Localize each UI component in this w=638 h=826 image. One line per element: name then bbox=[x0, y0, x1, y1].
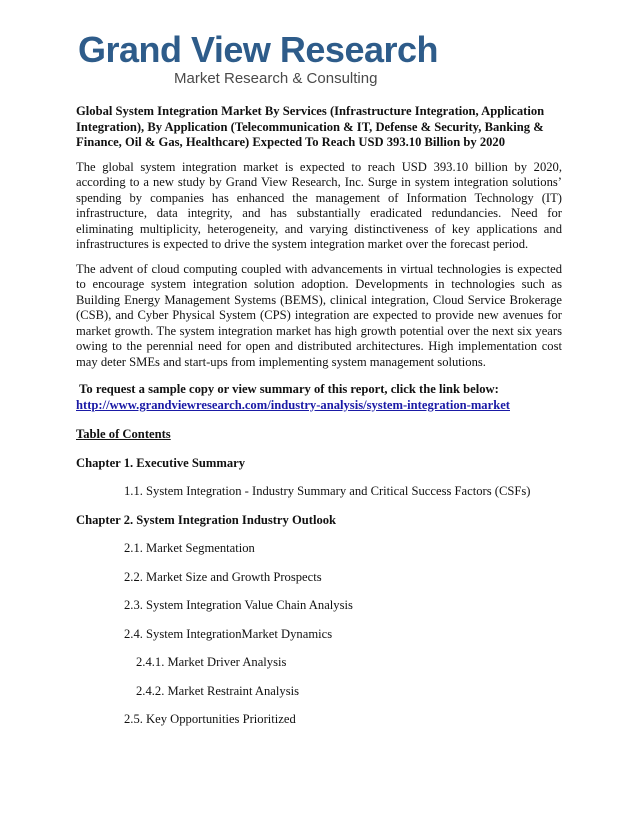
paragraph-market-overview: The global system integration market is expected to reach USD 393.10 billion by 2020, according to a new study by Grand View Research, Inc. Surge in system integration solutions’ spending by companies has enhanced the management of Information Technology (IT) infrastructure, data integrity, and has substantially eradicated redundancies. Need for eliminating multiplicity, heterogeneity, and varying distinctiveness of key applications and infrastructures is expected to drive the system integration market over the forecast period. bbox=[76, 159, 562, 251]
toc-item-2-4-2: 2.4.2. Market Restraint Analysis bbox=[136, 683, 299, 698]
toc-chapter-2: Chapter 2. System Integration Industry Outlook bbox=[76, 512, 337, 527]
toc-item-2-3: 2.3. System Integration Value Chain Analysis bbox=[124, 598, 353, 612]
logo-title: Grand View Research bbox=[78, 29, 439, 70]
logo-tagline: Market Research & Consulting bbox=[174, 70, 378, 87]
report-title: Global System Integration Market By Services (Infrastructure Integration, Application Integration), By Application (Telecommunication & IT, Defense & Security, Banking & Finance, Oil & Gas, Healthcare) Expected To Reach USD 393.10 Billion by 2020 bbox=[76, 104, 545, 149]
toc-item-2-4: 2.4. System IntegrationMarket Dynamics bbox=[124, 626, 333, 641]
toc-chapter-1: Chapter 1. Executive Summary bbox=[76, 455, 246, 470]
company-logo bbox=[78, 29, 439, 87]
toc-item-2-1: 2.1. Market Segmentation bbox=[124, 541, 255, 555]
toc-item-2-2: 2.2. Market Size and Growth Prospects bbox=[124, 569, 322, 584]
request-sample-text: To request a sample copy or view summary of this report, click the link below: bbox=[79, 382, 499, 396]
toc-item-2-5: 2.5. Key Opportunities Prioritized bbox=[124, 712, 296, 726]
toc-title: Table of Contents bbox=[76, 427, 171, 441]
paragraph-growth-drivers: The advent of cloud computing coupled with advancements in virtual technologies is expected to encourage system integration solution adoption. Developments in technologies such as Building Energy Management Systems (BEMS), clinical integration, Cloud Service Brokerage (CSB), and Cyber Physical System (CPS) integration are expected to provide new avenues for market growth. The system integration market has high growth potential over the next six years owing to the perennial need for open and distributed architectures. High implementation cost may deter SMEs and start-ups from implementing system management solutions. bbox=[76, 261, 562, 369]
report-link[interactable]: http://www.grandviewresearch.com/industry-analysis/system-integration-market bbox=[76, 397, 510, 412]
toc-item-2-4-1: 2.4.1. Market Driver Analysis bbox=[136, 655, 287, 669]
toc-item-1-1: 1.1. System Integration - Industry Summary and Critical Success Factors (CSFs) bbox=[124, 484, 531, 498]
document-body bbox=[76, 104, 562, 741]
